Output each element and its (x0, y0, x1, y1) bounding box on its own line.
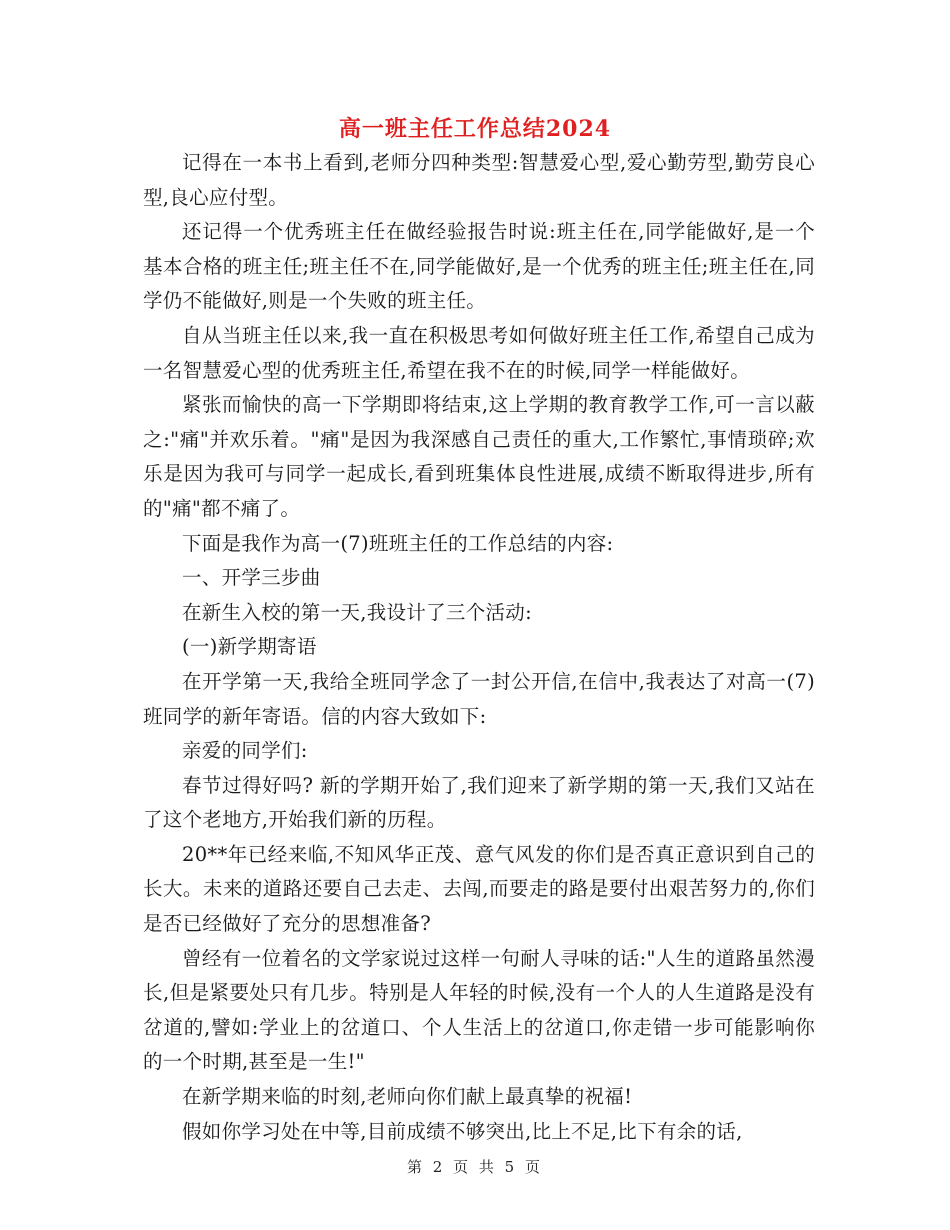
letter-salutation: 亲爱的同学们: (182, 739, 308, 763)
paragraph: 春节过得好吗? 新的学期开始了,我们迎来了新学期的第一天,我们又站在了这个老地方,开始我们新的历程。 (143, 773, 815, 832)
paragraph: 记得在一本书上看到,老师分四种类型:智慧爱心型,爱心勤劳型,勤劳良心型,良心应付型。 (143, 151, 815, 209)
paragraph: 自从当班主任以来,我一直在积极思考如何做好班主任工作,希望自己成为一名智慧爱心型的优秀班主任,希望在我不在的时候,同学一样能做好。 (143, 323, 815, 382)
paragraph: 在新学期来临的时刻,老师向你们献上最真挚的祝福! (182, 1085, 633, 1109)
paragraph: 在新生入校的第一天,我设计了三个活动: (182, 600, 532, 624)
paragraph: 在开学第一天,我给全班同学念了一封公开信,在信中,我表达了对高一(7)班同学的新年寄语。信的内容大致如下: (143, 669, 815, 728)
page-number-footer: 第 2 页 共 5 页 (407, 1158, 543, 1176)
document-title: 高一班主任工作总结2024 (338, 116, 612, 142)
paragraph: 还记得一个优秀班主任在做经验报告时说:班主任在,同学能做好,是一个基本合格的班主任;班主任不在,同学能做好,是一个优秀的班主任;班主任在,同学仍不能做好,则是一个失败的班主任。 (143, 220, 815, 313)
section-heading: 一、开学三步曲 (182, 566, 321, 590)
paragraph: 20**年已经来临,不知风华正茂、意气风发的你们是否真正意识到自己的长大。未来的道路还要自己去走、去闯,而要走的路是要付出艰苦努力的,你们是否已经做好了充分的思想准备? (143, 842, 815, 936)
subsection-heading: (一)新学期寄语 (182, 635, 317, 659)
paragraph: 假如你学习处在中等,目前成绩不够突出,比上不足,比下有余的话, (182, 1119, 743, 1143)
paragraph: 紧张而愉快的高一下学期即将结束,这上学期的教育教学工作,可一言以蔽之:"痛"并欢乐着。"痛"是因为我深感自己责任的重大,工作繁忙,事情琐碎;欢乐是因为我可与同学一起成长,看到班集体良性进展,成绩不断取得进步,所有的"痛"都不痛了。 (143, 393, 815, 520)
document-body (143, 146, 815, 1149)
paragraph: 曾经有一位着名的文学家说过这样一句耐人寻味的话:"人生的道路虽然漫长,但是紧要处只有几步。特别是人年轻的时候,没有一个人的人生道路是没有岔道的,譬如:学业上的岔道口、个人生活上的岔道口,你走错一步可能影响你的一个时期,甚至是一生!" (143, 946, 815, 1074)
paragraph: 下面是我作为高一(7)班班主任的工作总结的内容: (182, 531, 614, 555)
